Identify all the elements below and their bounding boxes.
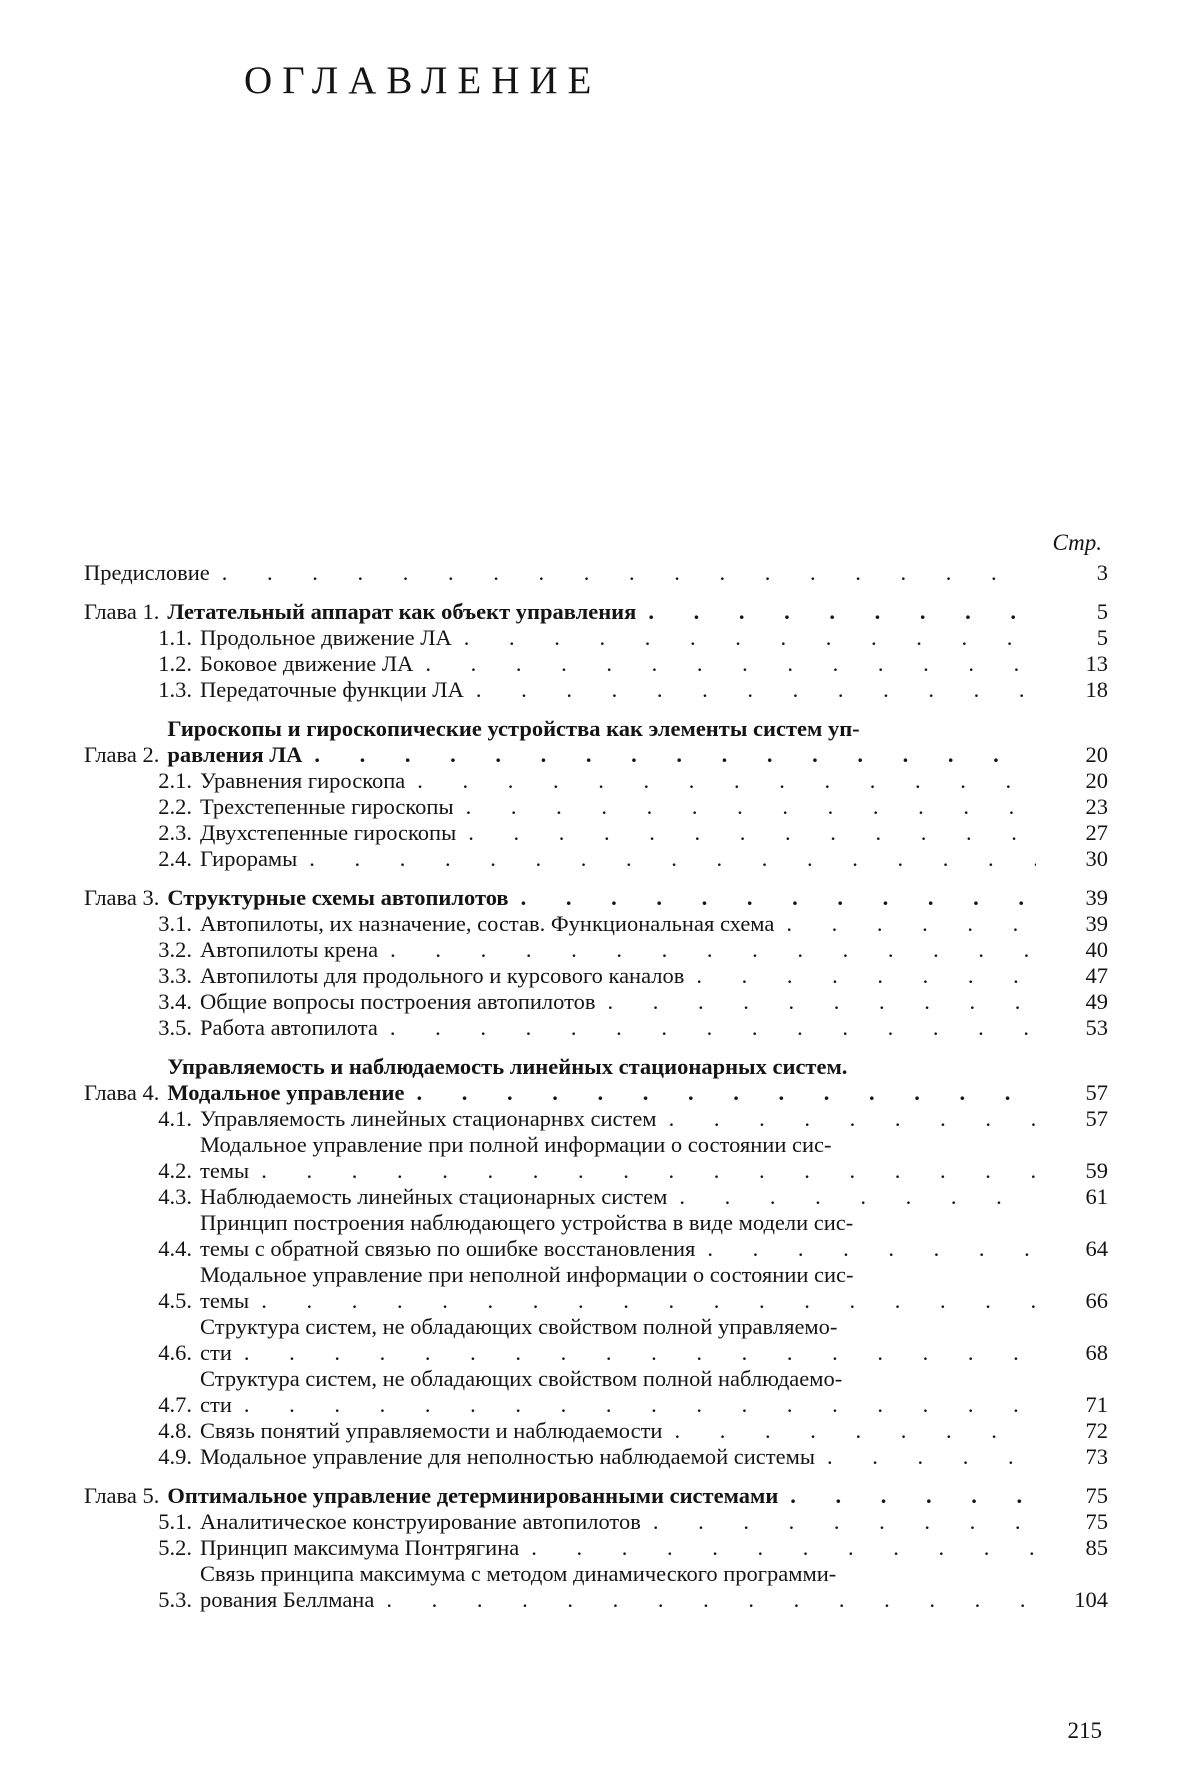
entry-number: 5.1. [158,1509,192,1534]
entry-title-last-line [167,885,1042,911]
entry-main [84,937,1042,963]
entry-title-last-line [200,820,1042,846]
entry-title [200,1509,1042,1535]
dot-leader [249,1288,1036,1314]
dot-leader [232,1392,1036,1418]
entry-main [84,768,1042,794]
toc-section [84,1184,1108,1210]
entry-title-text: рования Беллмана [200,1587,375,1612]
entry-main [84,1535,1042,1561]
entry-title [200,937,1042,963]
entry-title-text: Связь понятий управляемости и наблюдаемости [200,1418,663,1443]
entry-page: 72 [1085,1418,1108,1443]
dot-leader [641,1509,1036,1535]
toc-section [84,820,1108,846]
entry-page: 64 [1085,1236,1108,1261]
entry-title [200,1418,1042,1444]
toc-section [84,794,1108,820]
entry-title-text: Двухстепенные гироскопы [200,820,457,845]
dot-leader [695,1236,1036,1262]
dot-leader [374,1587,1036,1613]
entry-page: 57 [1085,1106,1108,1131]
entry-number: 4.8. [158,1418,192,1443]
entry-title-text: темы [200,1288,250,1313]
entry-main [84,989,1042,1015]
toc-section [84,677,1108,703]
entry-number: 3.1. [158,911,192,936]
entry-title-text: Общие вопросы построения автопилотов [200,989,596,1014]
entry-number: 1.2. [158,651,192,676]
toc-section [84,1132,1108,1184]
toc-chapter [84,560,1108,586]
entry-title [200,989,1042,1015]
toc-section [84,1262,1108,1314]
entry-title-last-line [200,1418,1042,1444]
entry-title-last-line [200,1444,1042,1470]
entry-main [84,820,1042,846]
toc-chapter [84,1483,1108,1509]
toc-section [84,1535,1108,1561]
entry-page: 20 [1085,742,1108,767]
entry-page: 73 [1085,1444,1108,1469]
entry-title [200,1262,1042,1314]
entry-number: 2.3. [158,820,192,845]
toc-section [84,1509,1108,1535]
dot-leader [596,989,1037,1015]
entry-title-line: Структура систем, не обладающих свойством полной управляемо- [200,1314,838,1339]
entry-number: Глава 3. [84,885,160,910]
entry-title-last-line [200,1015,1042,1041]
dot-leader [454,794,1036,820]
entry-page: 39 [1085,885,1108,910]
entry-title-text: Работа автопилота [200,1015,378,1040]
entry-title [200,1184,1042,1210]
entry-title [200,794,1042,820]
entry-title-text: Оптимальное управление детерминированными системами [167,1483,779,1508]
dot-leader [774,911,1036,937]
entry-title-last-line [200,1106,1042,1132]
entry-page: 47 [1085,963,1108,988]
dot-leader [684,963,1036,989]
entry-title-text: Передаточные функции ЛА [200,677,464,702]
entry-title-text: сти [200,1392,232,1417]
entry-main [84,846,1042,872]
entry-number: 4.9. [158,1444,192,1469]
entry-title [200,820,1042,846]
entry-page: 66 [1085,1288,1108,1313]
table-of-contents [84,530,1108,1613]
entry-title-text: Автопилоты крена [200,937,379,962]
entry-page: 30 [1085,846,1108,871]
dot-leader [464,677,1036,703]
entry-title [200,963,1042,989]
entry-title-text: Уравнения гироскопа [200,768,406,793]
dot-leader [456,820,1036,846]
entry-title-text: темы с обратной связью по ошибке восстановления [200,1236,696,1261]
toc-section [84,1015,1108,1041]
entry-title-last-line [200,1236,1042,1262]
entry-title-last-line [200,1184,1042,1210]
entry-title-line: Модальное управление при полной информации о состоянии сис- [200,1132,832,1157]
entry-title-last-line [200,911,1042,937]
entry-main [84,794,1042,820]
entry-page: 53 [1085,1015,1108,1040]
toc-chapter [84,885,1108,911]
entry-title-text: Автопилоты, их назначение, состав. Функциональная схема [200,911,775,936]
entry-title-line: Модальное управление при неполной информации о состоянии сис- [200,1262,854,1287]
entry-main [84,1262,1042,1314]
dot-leader [413,651,1036,677]
entry-title [200,625,1042,651]
entry-page: 71 [1085,1392,1108,1417]
entry-number: 4.2. [158,1158,192,1183]
entry-title [200,846,1042,872]
entry-main [84,1184,1042,1210]
toc-section [84,1561,1108,1613]
entry-title [167,1054,1042,1106]
entry-page: 23 [1085,794,1108,819]
entry-title-text: равления ЛА [167,742,303,767]
entry-page: 40 [1085,937,1108,962]
toc-chapter [84,599,1108,625]
entry-title-line: Принцип построения наблюдающего устройства в виде модели сис- [200,1210,854,1235]
entry-title-last-line [167,599,1042,625]
entry-main [84,1444,1042,1470]
entry-title [200,1561,1042,1613]
entry-number: 5.2. [158,1535,192,1560]
entry-title [200,1015,1042,1041]
entry-page: 5 [1096,599,1108,624]
entry-title-text: Продольное движение ЛА [200,625,452,650]
entry-page: 59 [1085,1158,1108,1183]
dot-leader [667,1184,1036,1210]
entry-main [84,1210,1042,1262]
entry-page: 13 [1085,651,1108,676]
dot-leader [815,1444,1036,1470]
entry-page: 20 [1085,768,1108,793]
entry-title-last-line [200,1288,1042,1314]
dot-leader [249,1158,1036,1184]
dot-leader [662,1418,1036,1444]
page-column-header: Стр. [1052,530,1102,555]
entry-number: 4.5. [158,1288,192,1313]
dot-leader [302,742,1036,768]
dot-leader [378,937,1036,963]
entry-title [200,1444,1042,1470]
entry-title-last-line [200,768,1042,794]
dot-leader [657,1106,1036,1132]
entry-main [84,911,1042,937]
toc-section [84,625,1108,651]
entry-page: 27 [1085,820,1108,845]
entry-main [84,677,1042,703]
entry-page: 75 [1085,1483,1108,1508]
toc-section [84,937,1108,963]
toc-section [84,989,1108,1015]
entry-title-text: Гирорамы [200,846,298,871]
toc-section [84,846,1108,872]
dot-leader [778,1483,1036,1509]
entry-title [200,1132,1042,1184]
entry-number: Глава 2. [84,742,160,767]
entry-number: 3.5. [158,1015,192,1040]
entry-main [84,625,1042,651]
entry-number: 3.3. [158,963,192,988]
toc-section [84,1444,1108,1470]
entry-number: Глава 1. [84,599,160,624]
toc-chapter [84,1054,1108,1106]
entry-number: 4.4. [158,1236,192,1261]
entry-title-line: Структура систем, не обладающих свойством полной наблюдаемо- [200,1366,843,1391]
entry-main [84,885,1042,911]
entry-title-last-line [200,963,1042,989]
entry-number: 1.1. [158,625,192,650]
entry-title-last-line [200,1587,1042,1613]
entry-title-text: сти [200,1340,232,1365]
toc-section [84,1106,1108,1132]
entry-title-text: Принцип максимума Понтрягина [200,1535,520,1560]
entry-title-last-line [167,742,1042,768]
entry-main [84,1483,1042,1509]
entry-main [84,1366,1042,1418]
toc-section [84,963,1108,989]
entry-title [210,560,1042,586]
toc-section [84,1418,1108,1444]
entry-title [167,885,1042,911]
dot-leader [232,1340,1036,1366]
entry-main [84,599,1042,625]
dot-leader [210,560,1036,586]
entry-number: 5.3. [158,1587,192,1612]
entry-title-last-line [200,794,1042,820]
entry-title-text: Структурные схемы автопилотов [167,885,509,910]
entry-number: 4.6. [158,1340,192,1365]
entry-main [84,560,1042,586]
entry-main [84,1509,1042,1535]
entry-title-line: Гироскопы и гироскопические устройства как элементы систем уп- [167,716,860,741]
entry-page: 39 [1085,911,1108,936]
entry-main [84,1132,1042,1184]
entry-title-last-line [200,651,1042,677]
toc-section [84,1366,1108,1418]
entry-title [167,599,1042,625]
entry-title [200,911,1042,937]
dot-leader [509,885,1036,911]
entry-main [84,651,1042,677]
entry-title-last-line [200,1509,1042,1535]
entry-title-last-line [200,1392,1042,1418]
page-title: ОГЛАВЛЕНИЕ [244,59,602,102]
dot-leader [452,625,1036,651]
entry-title-last-line [200,677,1042,703]
entry-title [167,716,1042,768]
dot-leader [636,599,1036,625]
dot-leader [297,846,1036,872]
entry-number: 2.2. [158,794,192,819]
toc-section [84,911,1108,937]
entry-page: 5 [1096,625,1108,650]
entry-title-last-line [210,560,1042,586]
entry-title-last-line [200,1340,1042,1366]
entry-number: Глава 4. [84,1080,160,1105]
entry-main [84,1054,1042,1106]
page-number: 215 [1067,1718,1102,1743]
entry-title-last-line [200,625,1042,651]
entry-title-last-line [200,989,1042,1015]
entry-title [200,768,1042,794]
entry-number: 2.1. [158,768,192,793]
entry-page: 18 [1085,677,1108,702]
entry-title [200,1366,1042,1418]
toc-chapter [84,716,1108,768]
entry-number: Предисловие [84,560,210,585]
entry-number: 3.2. [158,937,192,962]
toc-section [84,1314,1108,1366]
entry-page: 75 [1085,1509,1108,1534]
entry-title [200,651,1042,677]
toc-section [84,1210,1108,1262]
entry-title-last-line [167,1080,1042,1106]
entry-number: 4.1. [158,1106,192,1131]
entry-main [84,963,1042,989]
entry-title-last-line [200,846,1042,872]
entry-main [84,716,1042,768]
entry-page: 61 [1085,1184,1108,1209]
entry-page: 68 [1085,1340,1108,1365]
dot-leader [378,1015,1036,1041]
entry-title-text: Летательный аппарат как объект управления [167,599,637,624]
entry-title-line: Управляемость и наблюдаемость линейных стационарных систем. [167,1054,848,1079]
entry-title [200,1535,1042,1561]
entry-number: 4.7. [158,1392,192,1417]
entry-title [167,1483,1042,1509]
entry-title-last-line [200,937,1042,963]
entry-title-text: Управляемость линейных стационарнвх систем [200,1106,657,1131]
entry-page: 85 [1085,1535,1108,1560]
dot-leader [405,768,1036,794]
entry-title-last-line [200,1158,1042,1184]
entry-title [200,677,1042,703]
dot-leader [519,1535,1036,1561]
entry-title-text: Модальное управление для неполностью наблюдаемой системы [200,1444,815,1469]
dot-leader [404,1080,1036,1106]
entry-title-text: Аналитическое конструирование автопилотов [200,1509,641,1534]
entry-title-text: Модальное управление [167,1080,405,1105]
entry-main [84,1106,1042,1132]
entry-title-text: Боковое движение ЛА [200,651,414,676]
entry-number: 1.3. [158,677,192,702]
entry-main [84,1015,1042,1041]
toc-entries [84,560,1108,1613]
entry-title-text: Автопилоты для продольного и курсового каналов [200,963,685,988]
entry-title-text: Наблюдаемость линейных стационарных систем [200,1184,668,1209]
entry-page: 49 [1085,989,1108,1014]
entry-page: 57 [1085,1080,1108,1105]
entry-number: 4.3. [158,1184,192,1209]
entry-main [84,1418,1042,1444]
toc-section [84,651,1108,677]
entry-title [200,1106,1042,1132]
entry-number: Глава 5. [84,1483,160,1508]
entry-main [84,1561,1042,1613]
entry-page: 104 [1074,1587,1108,1612]
entry-title-last-line [167,1483,1042,1509]
entry-title-text: Трехстепенные гироскопы [200,794,454,819]
entry-title-line: Связь принципа максимума с методом динамического программи- [200,1561,837,1586]
entry-title-last-line [200,1535,1042,1561]
entry-page: 3 [1096,560,1108,585]
entry-number: 3.4. [158,989,192,1014]
toc-section [84,768,1108,794]
entry-main [84,1314,1042,1366]
entry-title [200,1210,1042,1262]
entry-number: 2.4. [158,846,192,871]
entry-title-text: темы [200,1158,250,1183]
entry-title [200,1314,1042,1366]
